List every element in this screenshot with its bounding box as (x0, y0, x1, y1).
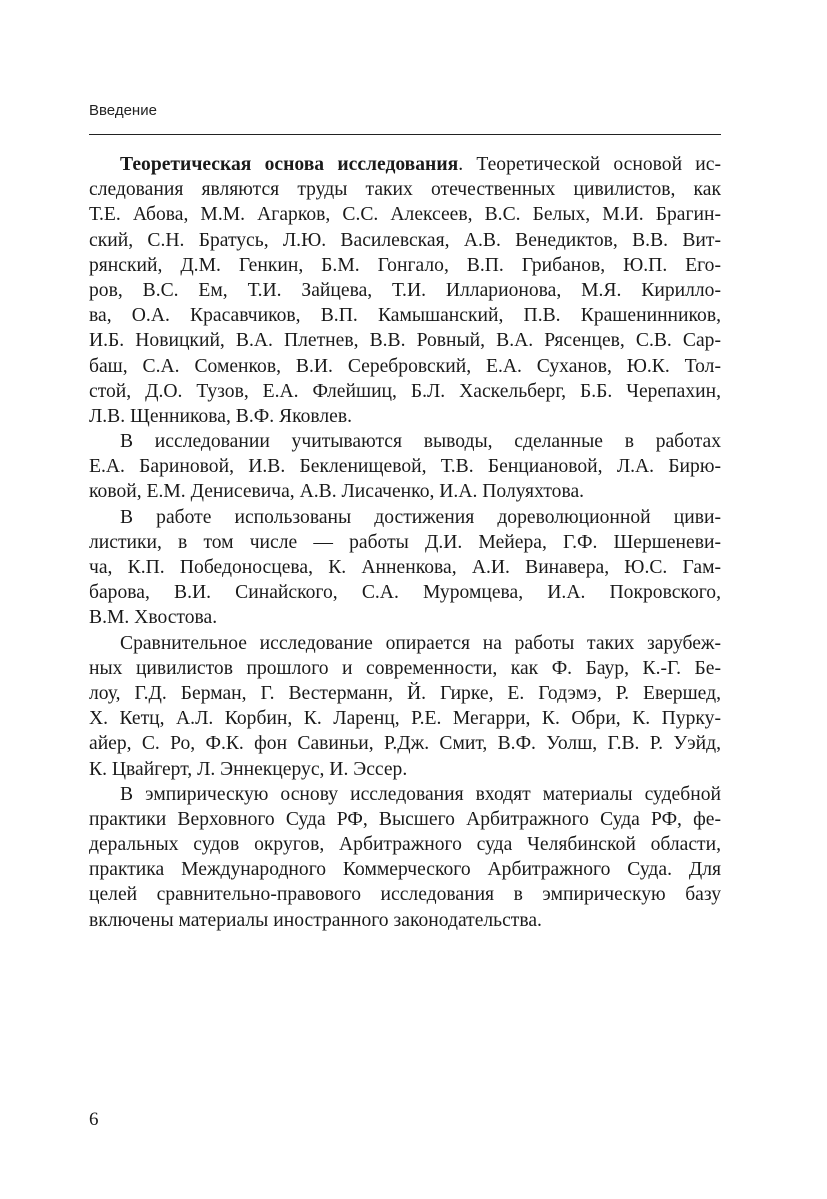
paragraph-line: листики, в том числе — работы Д.И. Мейера, Г.Ф. Шершеневи- (89, 531, 721, 553)
paragraph-line: К. Цвайгерт, Л. Эннекцерус, И. Эссер. (89, 758, 408, 780)
paragraph-line: деральных судов округов, Арбитражного суда Челябинской области, (89, 834, 721, 856)
paragraph-line: Т.Е. Абова, М.М. Агарков, С.С. Алексеев, В.С. Белых, М.И. Брагин- (89, 204, 721, 226)
paragraph-line: целей сравнительно-правового исследования в эмпирическую базу (89, 884, 721, 906)
paragraph-line: стой, Д.О. Тузов, Е.А. Флейшиц, Б.Л. Хаскельберг, Б.Б. Черепахин, (89, 380, 721, 402)
paragraph-line: барова, В.И. Синайского, С.А. Муромцева, И.А. Покровского, (89, 582, 721, 604)
paragraph-line: следования являются труды таких отечественных цивилистов, как (89, 179, 721, 201)
running-header: Введение (89, 102, 157, 119)
paragraph-line: В исследовании учитываются выводы, сделанные в работах (120, 431, 721, 453)
paragraph-lead-bold: Теоретическая основа исследования (120, 154, 459, 175)
paragraph-line: В эмпирическую основу исследования входят материалы судебной (120, 783, 721, 805)
paragraph-line: айер, С. Ро, Ф.К. фон Савиньи, Р.Дж. Смит, В.Ф. Уолш, Г.В. Р. Уэйд, (89, 733, 721, 755)
paragraph-line: ча, К.П. Победоносцева, К. Анненкова, А.И. Винавера, Ю.С. Гам- (89, 557, 721, 578)
paragraph-line: лоу, Г.Д. Берман, Г. Вестерманн, Й. Гирке, Е. Годэмэ, Р. Евершед, (89, 682, 721, 704)
paragraph-line (89, 152, 721, 177)
paragraph-prerevolutionary-civilistics (89, 505, 721, 631)
paragraph-line: Х. Кетц, А.Л. Корбин, К. Ларенц, Р.Е. Мегарри, К. Обри, К. Пурку- (89, 708, 721, 730)
paragraph-line: ский, С.Н. Братусь, Л.Ю. Василевская, А.В. Венедиктов, В.В. Вит- (89, 229, 721, 251)
paragraph-line: В.М. Хвостова. (89, 607, 218, 629)
paragraph-research-conclusions (89, 429, 721, 505)
paragraph-line: ва, О.А. Красавчиков, В.П. Камышанский, П.В. Крашенинников, (89, 305, 721, 327)
paragraph-line: Л.В. Щенникова, В.Ф. Яковлев. (89, 405, 353, 427)
paragraph-line: баш, С.А. Соменков, В.И. Серебровский, Е.А. Суханов, Ю.К. Тол- (89, 355, 721, 377)
paragraph-lead-rest: . Теоретической основой ис- (458, 154, 722, 175)
paragraph-line: ковой, Е.М. Денисевича, А.В. Лисаченко, И.А. Полуяхтова. (89, 481, 585, 503)
paragraph-theoretical-basis (89, 152, 721, 429)
paragraph-line: И.Б. Новицкий, В.А. Плетнев, В.В. Ровный, В.А. Рясенцев, С.В. Сар- (89, 330, 721, 352)
paragraph-line: ных цивилистов прошлого и современности, как Ф. Баур, К.-Г. Бе- (89, 657, 721, 679)
paragraph-line: включены материалы иностранного законодательства. (89, 909, 542, 931)
paragraph-line: Сравнительное исследование опирается на работы таких зарубеж- (120, 632, 721, 654)
paragraph-line: практика Международного Коммерческого Арбитражного Суда. Для (89, 859, 721, 881)
paragraph-line: рянский, Д.М. Генкин, Б.М. Гонгало, В.П. Грибанов, Ю.П. Его- (89, 254, 721, 276)
body-text (89, 152, 721, 933)
header-rule (89, 134, 721, 135)
paragraph-line: В работе использованы достижения дореволюционной циви- (120, 506, 721, 528)
paragraph-line: практики Верховного Суда РФ, Высшего Арбитражного Суда РФ, фе- (89, 808, 721, 830)
paragraph-empirical-basis (89, 782, 721, 933)
paragraph-comparative-research (89, 631, 721, 782)
paragraph-line: Е.А. Бариновой, И.В. Бекленищевой, Т.В. Бенциановой, Л.А. Бирю- (89, 456, 721, 478)
paragraph-line: ров, В.С. Ем, Т.И. Зайцева, Т.И. Илларионова, М.Я. Кирилло- (89, 279, 721, 301)
page-number: 6 (89, 1109, 99, 1130)
